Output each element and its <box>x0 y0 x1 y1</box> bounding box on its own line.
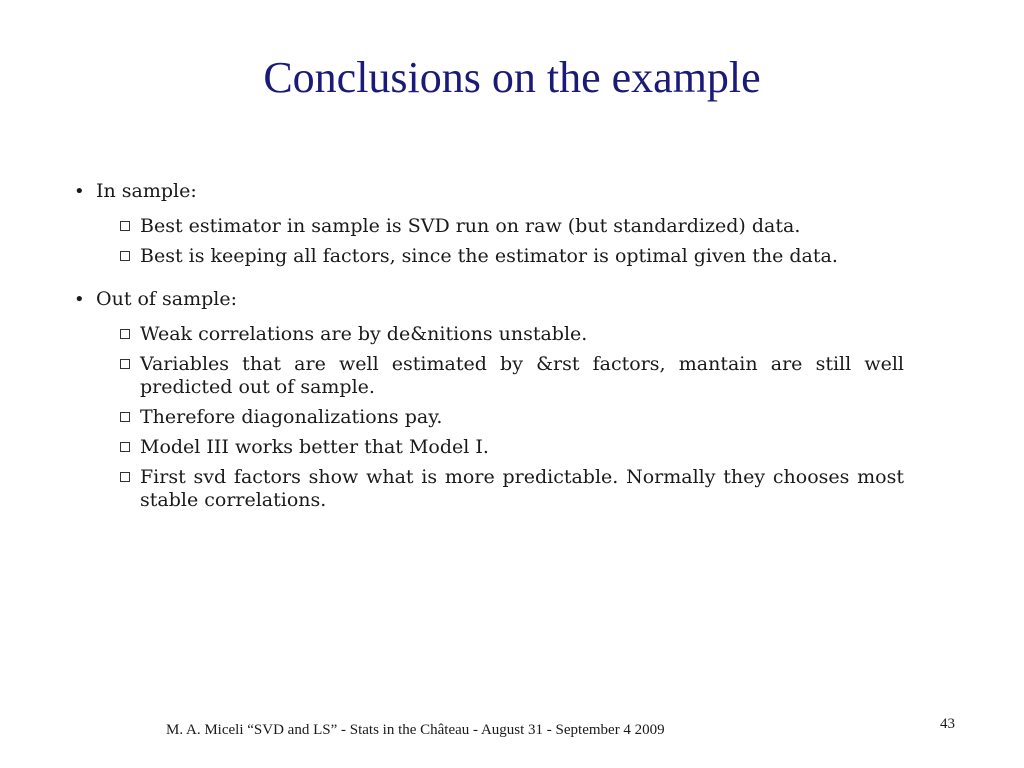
bullet-dot-icon: • <box>74 181 85 202</box>
list-item-text: Model III works better that Model I. <box>140 436 489 458</box>
slide-footer: M. A. Miceli “SVD and LS” - Stats in the Château - August 31 - September 4 2009 <box>166 722 665 738</box>
list-item <box>118 406 904 429</box>
list-item <box>118 323 904 346</box>
checkbox-square-icon <box>120 251 130 261</box>
sub-list <box>118 215 904 268</box>
slide-title: Conclusions on the example <box>263 53 761 102</box>
list-item-text: Therefore diagonalizations pay. <box>140 406 443 428</box>
checkbox-square-icon <box>120 359 130 369</box>
bullet-dot-icon: • <box>74 289 85 310</box>
list-item <box>118 353 904 399</box>
slide-content <box>74 180 904 519</box>
section-out-of-sample <box>74 288 904 512</box>
section-heading: In sample: <box>96 180 197 202</box>
list-item-text: Weak correlations are by de&nitions unstable. <box>140 323 588 345</box>
list-item <box>118 436 904 459</box>
section-heading: Out of sample: <box>96 288 237 310</box>
list-item <box>118 245 904 268</box>
list-item <box>118 466 904 512</box>
checkbox-square-icon <box>120 442 130 452</box>
list-item-text: Variables that are well estimated by &rst factors, mantain are still well predicted out of sample. <box>140 353 904 398</box>
list-item <box>118 215 904 238</box>
checkbox-square-icon <box>120 412 130 422</box>
bullet-item <box>74 180 904 203</box>
page-number: 43 <box>940 716 955 732</box>
section-in-sample <box>74 180 904 268</box>
list-item-text: Best is keeping all factors, since the estimator is optimal given the data. <box>140 245 838 267</box>
checkbox-square-icon <box>120 221 130 231</box>
list-item-text: First svd factors show what is more predictable. Normally they chooses most stable correlations. <box>140 466 904 511</box>
sub-list <box>118 323 904 512</box>
checkbox-square-icon <box>120 472 130 482</box>
bullet-item <box>74 288 904 311</box>
list-item-text: Best estimator in sample is SVD run on raw (but standardized) data. <box>140 215 801 237</box>
checkbox-square-icon <box>120 329 130 339</box>
